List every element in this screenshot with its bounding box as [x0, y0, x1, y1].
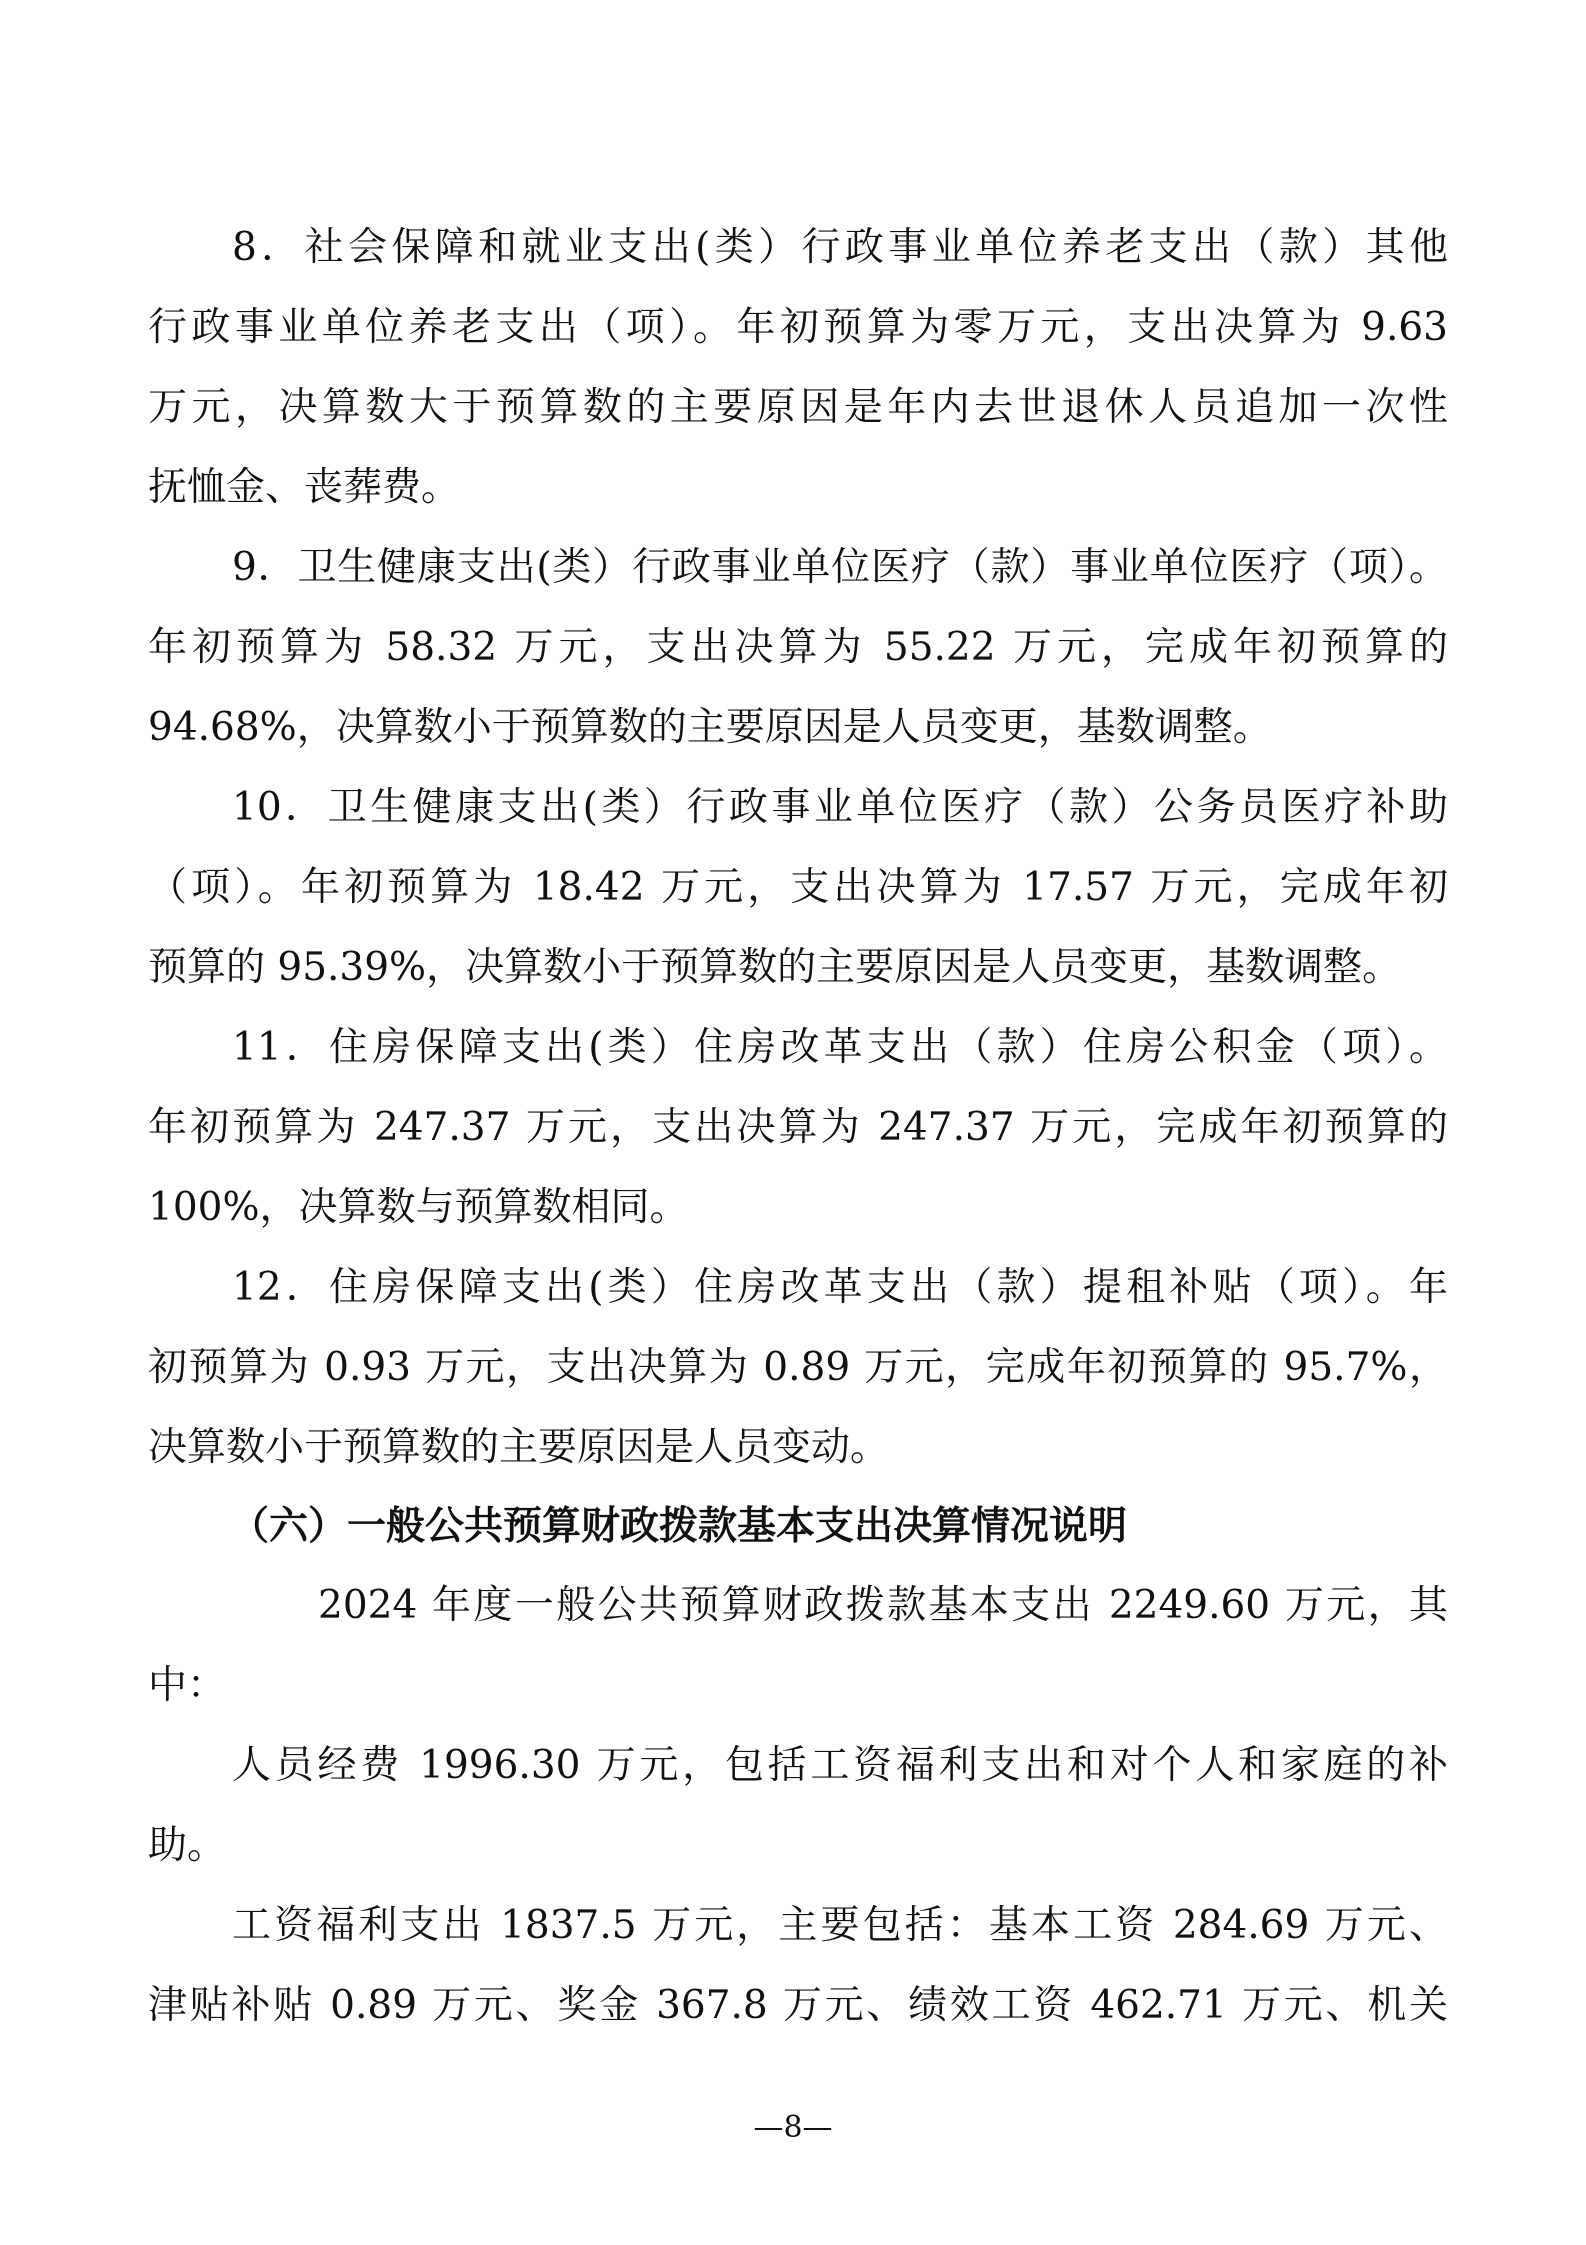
basic-expenditure-line-2: 中： — [148, 1663, 227, 1708]
paragraph-8-line-1: 8．社会保障和就业支出(类）行政事业单位养老支出（款）其他 — [232, 225, 1448, 270]
paragraph-10-line-3: 预算的 95.39%，决算数小于预算数的主要原因是人员变更，基数调整。 — [148, 945, 1402, 990]
salary-welfare-line-2: 津贴补贴 0.89 万元、奖金 367.8 万元、绩效工资 462.71 万元、机关 — [148, 1983, 1448, 2028]
personnel-cost-line-2: 助。 — [148, 1823, 227, 1868]
paragraph-10-line-2: （项）。年初预算为 18.42 万元，支出决算为 17.57 万元，完成年初 — [148, 865, 1448, 910]
personnel-cost-line-1: 人员经费 1996.30 万元，包括工资福利支出和对个人和家庭的补 — [232, 1743, 1448, 1788]
basic-expenditure-line-1: 2024 年度一般公共预算财政拨款基本支出 2249.60 万元，其 — [318, 1583, 1448, 1628]
paragraph-9-line-2: 年初预算为 58.32 万元，支出决算为 55.22 万元，完成年初预算的 — [148, 625, 1448, 670]
paragraph-12-line-2: 初预算为 0.93 万元，支出决算为 0.89 万元，完成年初预算的 95.7%， — [148, 1345, 1448, 1390]
paragraph-9-line-1: 9．卫生健康支出(类）行政事业单位医疗（款）事业单位医疗（项）。 — [232, 545, 1448, 590]
paragraph-11-line-2: 年初预算为 247.37 万元，支出决算为 247.37 万元，完成年初预算的 — [148, 1105, 1448, 1150]
paragraph-11-line-1: 11．住房保障支出(类）住房改革支出（款）住房公积金（项）。 — [232, 1025, 1448, 1070]
paragraph-12-line-3: 决算数小于预算数的主要原因是人员变动。 — [148, 1425, 890, 1470]
page-number: —8— — [753, 2110, 833, 2145]
paragraph-8-line-4: 抚恤金、丧葬费。 — [148, 465, 461, 510]
paragraph-12-line-1: 12．住房保障支出(类）住房改革支出（款）提租补贴（项）。年 — [232, 1265, 1448, 1310]
paragraph-11-line-3: 100%，决算数与预算数相同。 — [148, 1185, 689, 1230]
paragraph-8-line-2: 行政事业单位养老支出（项）。年初预算为零万元，支出决算为 9.63 — [148, 305, 1448, 350]
paragraph-9-line-3: 94.68%，决算数小于预算数的主要原因是人员变更，基数调整。 — [148, 705, 1272, 750]
paragraph-8-line-3: 万元，决算数大于预算数的主要原因是年内去世退休人员追加一次性 — [148, 385, 1448, 430]
salary-welfare-line-1: 工资福利支出 1837.5 万元，主要包括：基本工资 284.69 万元、 — [232, 1903, 1448, 1948]
paragraph-10-line-1: 10．卫生健康支出(类）行政事业单位医疗（款）公务员医疗补助 — [232, 785, 1448, 830]
section-heading: （六）一般公共预算财政拨款基本支出决算情况说明 — [230, 1503, 1128, 1549]
